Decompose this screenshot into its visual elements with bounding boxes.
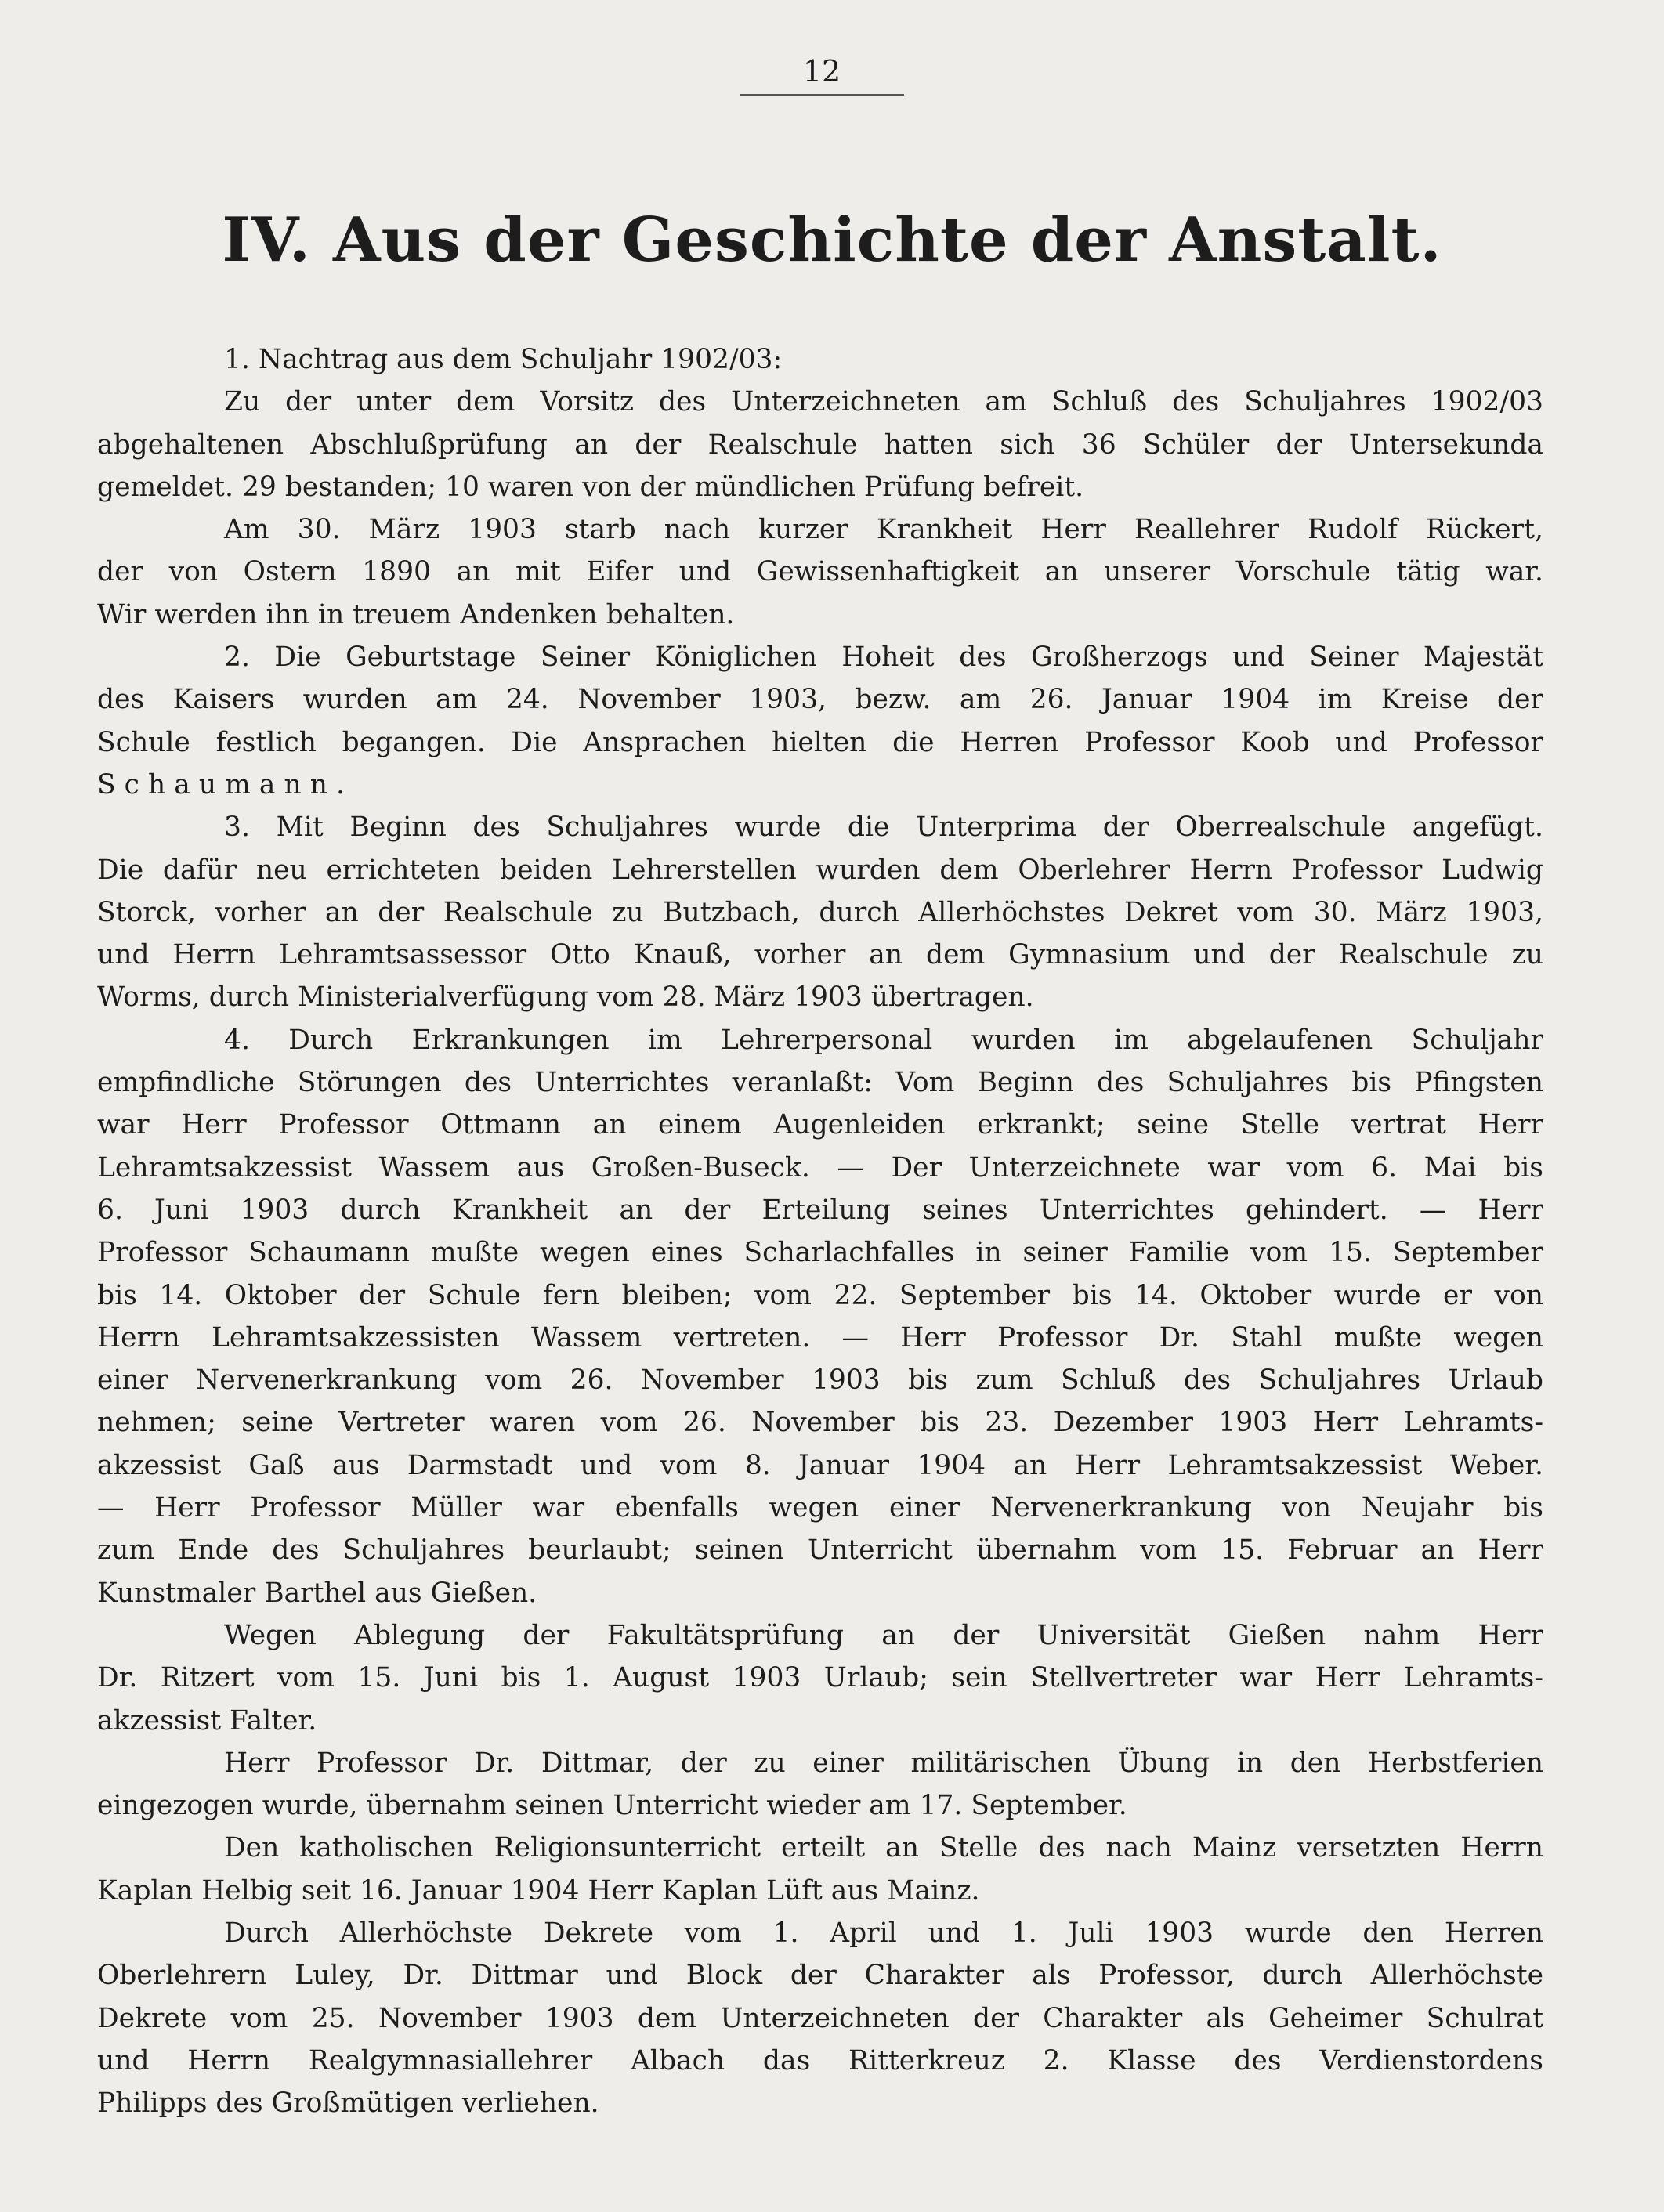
- text-line: eingezogen wurde, übernahm seinen Unterricht wieder am 17. September.: [97, 1790, 1127, 1822]
- text-line: akzessist Gaß aus Darmstadt und vom 8. Januar 1904 an Herr Lehramtsakzessist Weber.: [97, 1449, 1543, 1481]
- text-line: Kaplan Helbig seit 16. Januar 1904 Herr Kaplan Lüft aus Mainz.: [97, 1874, 980, 1907]
- text-line: Worms, durch Ministerialverfügung vom 28. März 1903 übertragen.: [97, 981, 1034, 1014]
- text-line: Herrn Lehramtsakzessisten Wassem vertreten. — Herr Professor Dr. Stahl mußte wegen: [97, 1321, 1543, 1354]
- text-line: und Herrn Realgymnasiallehrer Albach das Ritterkreuz 2. Klasse des Verdienstordens: [97, 2044, 1543, 2076]
- text-line: 4. Durch Erkrankungen im Lehrerpersonal wurden im abgelaufenen Schuljahr: [224, 1024, 1543, 1056]
- text-line: 1. Nachtrag aus dem Schuljahr 1902/03:: [224, 344, 783, 375]
- text-line: akzessist Falter.: [97, 1704, 317, 1737]
- text-line: Oberlehrern Luley, Dr. Dittmar und Block der Charakter als Professor, durch Allerhöchste: [97, 1960, 1543, 1992]
- text-line: Kunstmaler Barthel aus Gießen.: [97, 1577, 537, 1609]
- section-heading: IV. Aus der Geschichte der Anstalt.: [222, 204, 1442, 276]
- text-line: Professor Schaumann mußte wegen eines Scharlachfalles in seiner Familie vom 15. September: [97, 1237, 1543, 1269]
- text-line: nehmen; seine Vertreter waren vom 26. November bis 23. Dezember 1903 Herr Lehramts-: [97, 1407, 1543, 1439]
- text-line: gemeldet. 29 bestanden; 10 waren von der mündlichen Prüfung befreit.: [97, 471, 1084, 503]
- text-line: Dekrete vom 25. November 1903 dem Unterzeichneten der Charakter als Geheimer Schulrat: [97, 2002, 1543, 2034]
- text-line: 3. Mit Beginn des Schuljahres wurde die Unterprima der Oberrealschule angefügt.: [224, 811, 1543, 844]
- text-line: Storck, vorher an der Realschule zu Butzbach, durch Allerhöchstes Dekret vom 30. März 1903,: [97, 896, 1543, 928]
- text-line: war Herr Professor Ottmann an einem Augenleiden erkrankt; seine Stelle vertrat Herr: [97, 1109, 1543, 1141]
- text-line: einer Nervenerkrankung vom 26. November 1903 bis zum Schluß des Schuljahres Urlaub: [97, 1364, 1543, 1397]
- text-line: des Kaisers wurden am 24. November 1903, bezw. am 26. Januar 1904 im Kreise der: [97, 684, 1543, 716]
- text-line: Schaumann.: [97, 768, 354, 801]
- text-line: Herr Professor Dr. Dittmar, der zu einer militärischen Übung in den Herbstferien: [224, 1747, 1543, 1779]
- text-line: abgehaltenen Abschlußprüfung an der Realschule hatten sich 36 Schüler der Untersekunda: [97, 428, 1543, 461]
- text-line: Am 30. März 1903 starb nach kurzer Krankheit Herr Reallehrer Rudolf Rückert,: [224, 514, 1543, 546]
- text-line: Den katholischen Religionsunterricht erteilt an Stelle des nach Mainz versetzten Herrn: [224, 1832, 1543, 1864]
- text-line: zum Ende des Schuljahres beurlaubt; seinen Unterricht übernahm vom 15. Februar an Herr: [97, 1534, 1543, 1567]
- text-line: bis 14. Oktober der Schule fern bleiben; vom 22. September bis 14. Oktober wurde er von: [97, 1279, 1543, 1311]
- text-line: — Herr Professor Müller war ebenfalls wegen einer Nervenerkrankung von Neujahr bis: [97, 1492, 1543, 1524]
- body-text: [97, 338, 1543, 2124]
- text-line: Wegen Ablegung der Fakultätsprüfung an der Universität Gießen nahm Herr: [224, 1619, 1543, 1651]
- text-line: Zu der unter dem Vorsitz des Unterzeichneten am Schluß des Schuljahres 1902/03: [224, 386, 1543, 418]
- text-line: Philipps des Großmütigen verliehen.: [97, 2087, 599, 2120]
- text-line: Wir werden ihn in treuem Andenken behalten.: [97, 598, 735, 631]
- text-line: 6. Juni 1903 durch Krankheit an der Erteilung seines Unterrichtes gehindert. — Herr: [97, 1194, 1543, 1226]
- text-line: Die dafür neu errichteten beiden Lehrerstellen wurden dem Oberlehrer Herrn Professor Ludwig: [97, 854, 1543, 886]
- text-line: 2. Die Geburtstage Seiner Königlichen Hoheit des Großherzogs und Seiner Majestät: [224, 642, 1543, 674]
- text-line: empfindliche Störungen des Unterrichtes veranlaßt: Vom Beginn des Schuljahres bis Pfingsten: [97, 1067, 1543, 1099]
- text-line: Durch Allerhöchste Dekrete vom 1. April und 1. Juli 1903 wurde den Herren: [224, 1917, 1543, 1949]
- text-line: Schule festlich begangen. Die Ansprachen hielten die Herren Professor Koob und Professor: [97, 726, 1543, 758]
- text-line: der von Ostern 1890 an mit Eifer und Gewissenhaftigkeit an unserer Vorschule tätig war.: [97, 556, 1543, 588]
- text-line: Lehramtsakzessist Wassem aus Großen-Buseck. — Der Unterzeichnete war vom 6. Mai bis: [97, 1151, 1543, 1184]
- text-line: Dr. Ritzert vom 15. Juni bis 1. August 1903 Urlaub; sein Stellvertreter war Herr Lehramts-: [97, 1662, 1543, 1694]
- text-line: und Herrn Lehramtsassessor Otto Knauß, vorher an dem Gymnasium und der Realschule zu: [97, 939, 1543, 971]
- page-number: 12: [740, 56, 904, 96]
